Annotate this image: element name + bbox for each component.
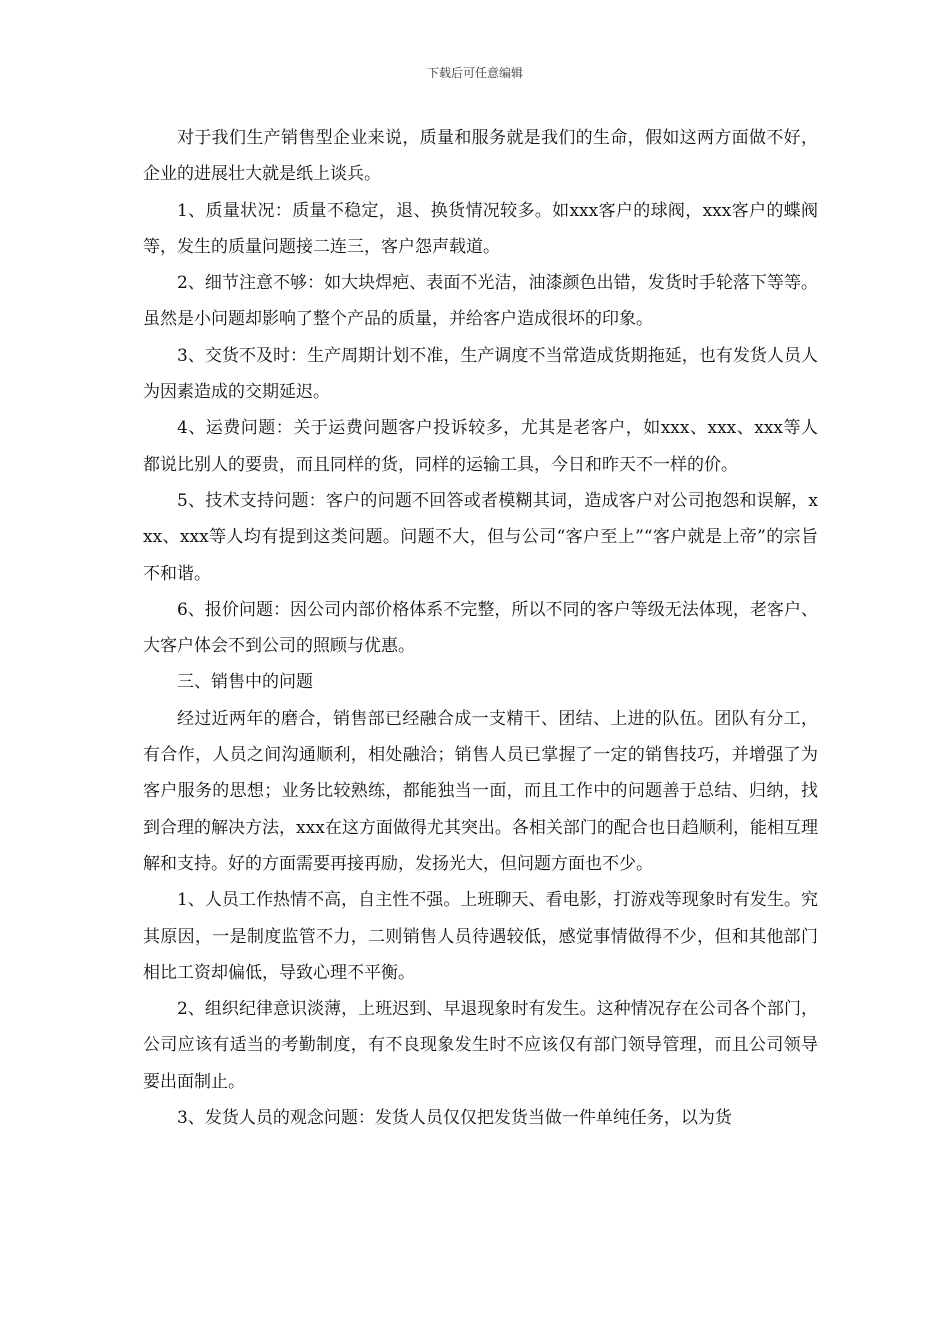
paragraph-shipping-staff: 3、发货人员的观念问题：发货人员仅仅把发货当做一件单纯任务，以为货: [177, 1108, 732, 1129]
document-body: [143, 120, 818, 1136]
paragraph-discipline: 2、组织纪律意识淡薄，上班迟到、早退现象时有发生。这种情况存在公司各个部门，公司应该有适当的考勤制度，有不良现象发生时不应该仅有部门领导管理，而且公司领导要出面制止。: [143, 999, 818, 1092]
section-heading-sales-problems: 三、销售中的问题: [177, 672, 313, 693]
paragraph-sales-team: 经过近两年的磨合，销售部已经融合成一支精干、团结、上进的队伍。团队有分工，有合作，人员之间沟通顺利，相处融洽；销售人员已掌握了一定的销售技巧，并增强了为客户服务的思想；业务比较熟练，都能独当一面，而且工作中的问题善于总结、归纳，找到合理的解决方法，xxx在这方面做得尤其突出。各相关部门的配合也日趋顺利，能相互理解和支持。好的方面需要再接再励，发扬光大，但问题方面也不少。: [143, 708, 818, 874]
paragraph-staff-motivation: 1、人员工作热情不高，自主性不强。上班聊天、看电影，打游戏等现象时有发生。究其原因，一是制度监管不力，二则销售人员待遇较低，感觉事情做得不少，但和其他部门相比工资却偏低，导致心理不平衡。: [143, 890, 818, 983]
paragraph-tech-support: 5、技术支持问题：客户的问题不回答或者模糊其词，造成客户对公司抱怨和误解，xxx、xxx等人均有提到这类问题。问题不大，但与公司“客户至上”“客户就是上帝”的宗旨不和谐。: [143, 490, 818, 584]
page-header-caption: 下载后可任意编辑: [426, 66, 523, 80]
paragraph-quotation: 6、报价问题：因公司内部价格体系不完整，所以不同的客户等级无法体现，老客户、大客户体会不到公司的照顾与优惠。: [143, 599, 818, 657]
paragraph-delivery-delay: 3、交货不及时：生产周期计划不准，生产调度不当常造成货期拖延，也有发货人员人为因素造成的交期延迟。: [143, 345, 818, 403]
paragraph-intro: 对于我们生产销售型企业来说，质量和服务就是我们的生命，假如这两方面做不好，企业的进展壮大就是纸上谈兵。: [143, 128, 818, 185]
paragraph-detail-attention: 2、细节注意不够：如大块焊疤、表面不光洁，油漆颜色出错，发货时手轮落下等等。虽然是小问题却影响了整个产品的质量，并给客户造成很坏的印象。: [143, 273, 818, 330]
paragraph-quality-status: 1、质量状况：质量不稳定，退、换货情况较多。如xxx客户的球阀，xxx客户的蝶阀等，发生的质量问题接二连三，客户怨声载道。: [143, 200, 818, 257]
paragraph-freight-issue: 4、运费问题：关于运费问题客户投诉较多，尤其是老客户，如xxx、xxx、xxx等人都说比别人的要贵，而且同样的货，同样的运输工具，今日和昨天不一样的价。: [143, 418, 818, 475]
